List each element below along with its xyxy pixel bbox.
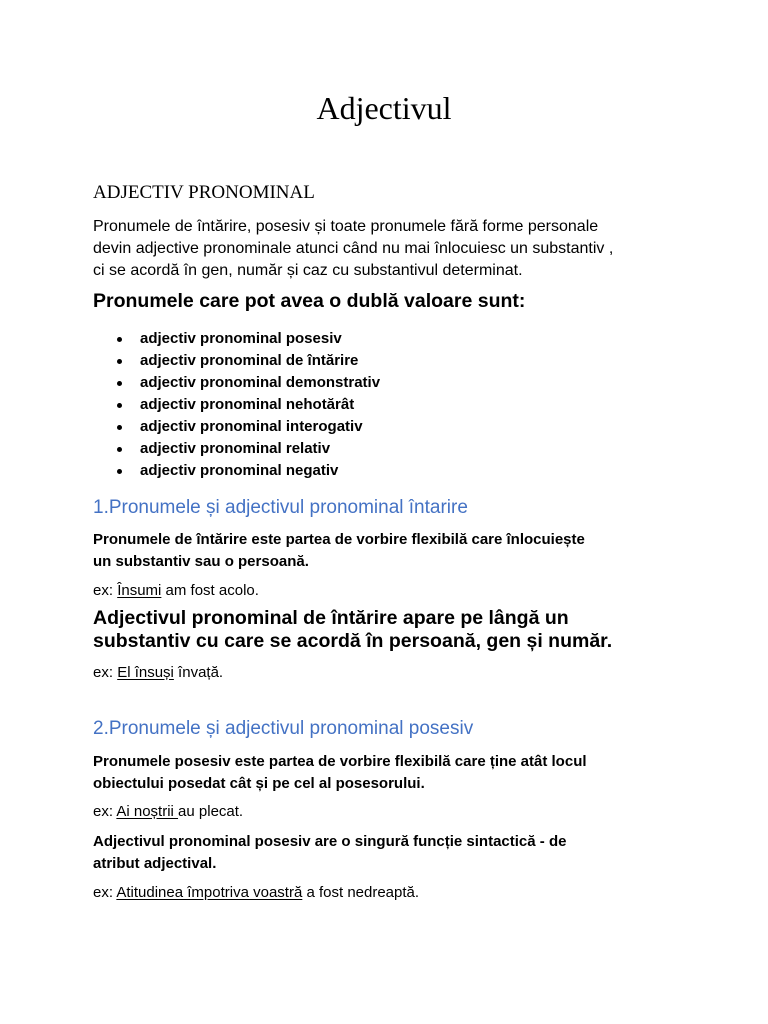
bullet-icon: [117, 381, 122, 386]
list-item: adjectiv pronominal posesiv: [93, 328, 380, 350]
intro-paragraph: [93, 216, 693, 282]
example-underlined: El însuși: [117, 664, 174, 681]
list-item: adjectiv pronominal negativ: [93, 460, 380, 482]
bullet-list: [93, 328, 380, 482]
list-item: adjectiv pronominal relativ: [93, 438, 380, 460]
section-2-adjective-note: Adjectivul pronominal posesiv are o singură funcție sintactică - de atribut adjectival.: [93, 833, 567, 872]
section-1-heading: 1.Pronumele și adjectivul pronominal întarire: [93, 497, 468, 518]
section-2-definition: Pronumele posesiv este partea de vorbire flexibilă care ține atât locul obiectului posedat cât și pe cel al posesorului.: [93, 753, 587, 792]
section-1-adjective-note: Adjectivul pronominal de întărire apare pe lângă un substantiv cu care se acordă în persoană, gen și număr.: [93, 607, 613, 652]
bullet-icon: [117, 447, 122, 452]
section-2-example-2: ex: Atitudinea împotriva voastră a fost nedreaptă.: [93, 884, 420, 901]
example-underlined: Atitudinea împotriva voastră: [116, 884, 303, 901]
section-2-heading: 2.Pronumele și adjectivul pronominal posesiv: [93, 718, 474, 739]
section-subheading: ADJECTIV PRONOMINAL: [93, 182, 315, 203]
section-1-example-2: ex: El însuși învață.: [93, 664, 224, 681]
section-2-example-1: ex: Ai noștrii au plecat.: [93, 803, 244, 820]
dual-value-heading: Pronumele care pot avea o dublă valoare sunt:: [93, 290, 526, 312]
example-underlined: Însumi: [117, 582, 162, 599]
example-underlined: Ai noștrii: [116, 803, 179, 820]
section-1-definition: Pronumele de întărire este partea de vorbire flexibilă care înlocuiește un substantiv sau o persoană.: [93, 531, 585, 570]
list-item: adjectiv pronominal de întărire: [93, 350, 380, 372]
bullet-icon: [117, 359, 122, 364]
list-item: adjectiv pronominal nehotărât: [93, 394, 380, 416]
section-1-example-1: ex: Însumi am fost acolo.: [93, 582, 259, 599]
page-title: Adjectivul: [316, 90, 452, 126]
intro-line: devin adjective pronominale atunci când nu mai înlocuiesc un substantiv ,: [93, 240, 614, 257]
intro-line: ci se acordă în gen, număr și caz cu substantivul determinat.: [93, 262, 523, 279]
bullet-icon: [117, 403, 122, 408]
list-item: adjectiv pronominal demonstrativ: [93, 372, 380, 394]
list-item: adjectiv pronominal interogativ: [93, 416, 380, 438]
bullet-icon: [117, 425, 122, 430]
intro-line: Pronumele de întărire, posesiv și toate pronumele fără forme personale: [93, 218, 599, 235]
bullet-icon: [117, 337, 122, 342]
bullet-icon: [117, 469, 122, 474]
